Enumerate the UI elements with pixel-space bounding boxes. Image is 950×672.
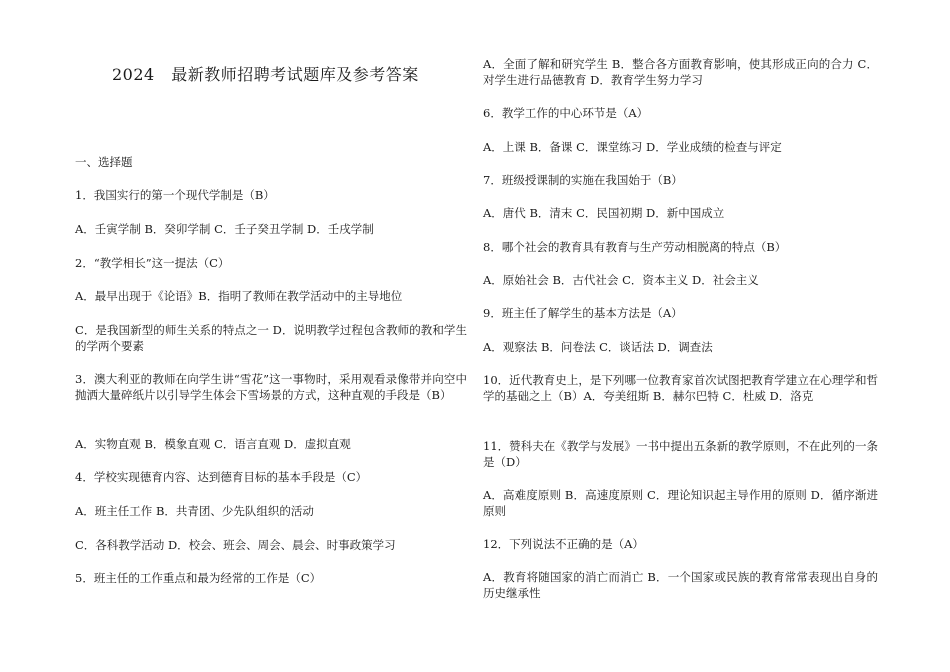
question-2: 2．“教学相长”这一提法（C） [75, 256, 230, 270]
options-1: A．壬寅学制 B．癸卯学制 C．壬子癸丑学制 D．壬戌学制 [75, 222, 374, 236]
options-12: A．教育将随国家的消亡而消亡 B．一个国家或民族的教育常常表现出自身的历史继承性 [483, 570, 878, 600]
options-3: A．实物直观 B．模象直观 C．语言直观 D．虚拟直观 [75, 437, 351, 451]
options-5: A．全面了解和研究学生 B．整合各方面教育影响，使其形成正向的合力 C．对学生进行品德教育 D．教育学生努力学习 [483, 57, 878, 87]
question-10: 10．近代教育史上，是下列哪一位教育家首次试图把教育学建立在心理学和哲学的基础之上（B）A．夸美纽斯 B．赫尔巴特 C．杜威 D．洛克 [483, 373, 878, 403]
options-2a: A．最早出现于《论语》B．指明了教师在教学活动中的主导地位 [75, 289, 403, 303]
question-5: 5．班主任的工作重点和最为经常的工作是（C） [75, 571, 322, 585]
question-1: 1．我国实行的第一个现代学制是（B） [75, 188, 275, 202]
question-8: 8．哪个社会的教育具有教育与生产劳动相脱离的特点（B） [483, 240, 787, 254]
options-6: A．上课 B．备课 C．课堂练习 D．学业成绩的检查与评定 [483, 140, 782, 154]
options-4b: C．各科教学活动 D．校会、班会、周会、晨会、时事政策学习 [75, 538, 396, 552]
question-6: 6．教学工作的中心环节是（A） [483, 106, 649, 120]
section-heading: 一、选择题 [75, 155, 133, 169]
question-11: 11．赞科夫在《教学与发展》一书中提出五条新的教学原则，不在此列的一条是（D） [483, 439, 878, 469]
options-9: A．观察法 B．问卷法 C．谈话法 D．调查法 [483, 340, 713, 354]
options-11: A．高难度原则 B．高速度原则 C．理论知识起主导作用的原则 D．循序渐进原则 [483, 488, 878, 518]
options-4a: A．班主任工作 B．共青团、少先队组织的活动 [75, 504, 314, 518]
question-9: 9．班主任了解学生的基本方法是（A） [483, 306, 683, 320]
document-title: 2024 最新教师招聘考试题库及参考答案 [112, 65, 419, 84]
question-12: 12．下列说法不正确的是（A） [483, 537, 644, 551]
question-7: 7．班级授课制的实施在我国始于（B） [483, 173, 683, 187]
question-4: 4．学校实现德育内容、达到德育目标的基本手段是（C） [75, 470, 368, 484]
options-2b: C．是我国新型的师生关系的特点之一 D．说明教学过程包含教师的教和学生的学两个要素 [75, 323, 467, 353]
options-8: A．原始社会 B．古代社会 C．资本主义 D．社会主义 [483, 273, 759, 287]
question-3: 3．澳大利亚的教师在向学生讲“雪花”这一事物时，采用观看录像带并向空中抛洒大量碎纸片以引导学生体会下雪场景的方式，这种直观的手段是（B） [75, 372, 467, 402]
options-7: A．唐代 B．清末 C．民国初期 D．新中国成立 [483, 206, 725, 220]
